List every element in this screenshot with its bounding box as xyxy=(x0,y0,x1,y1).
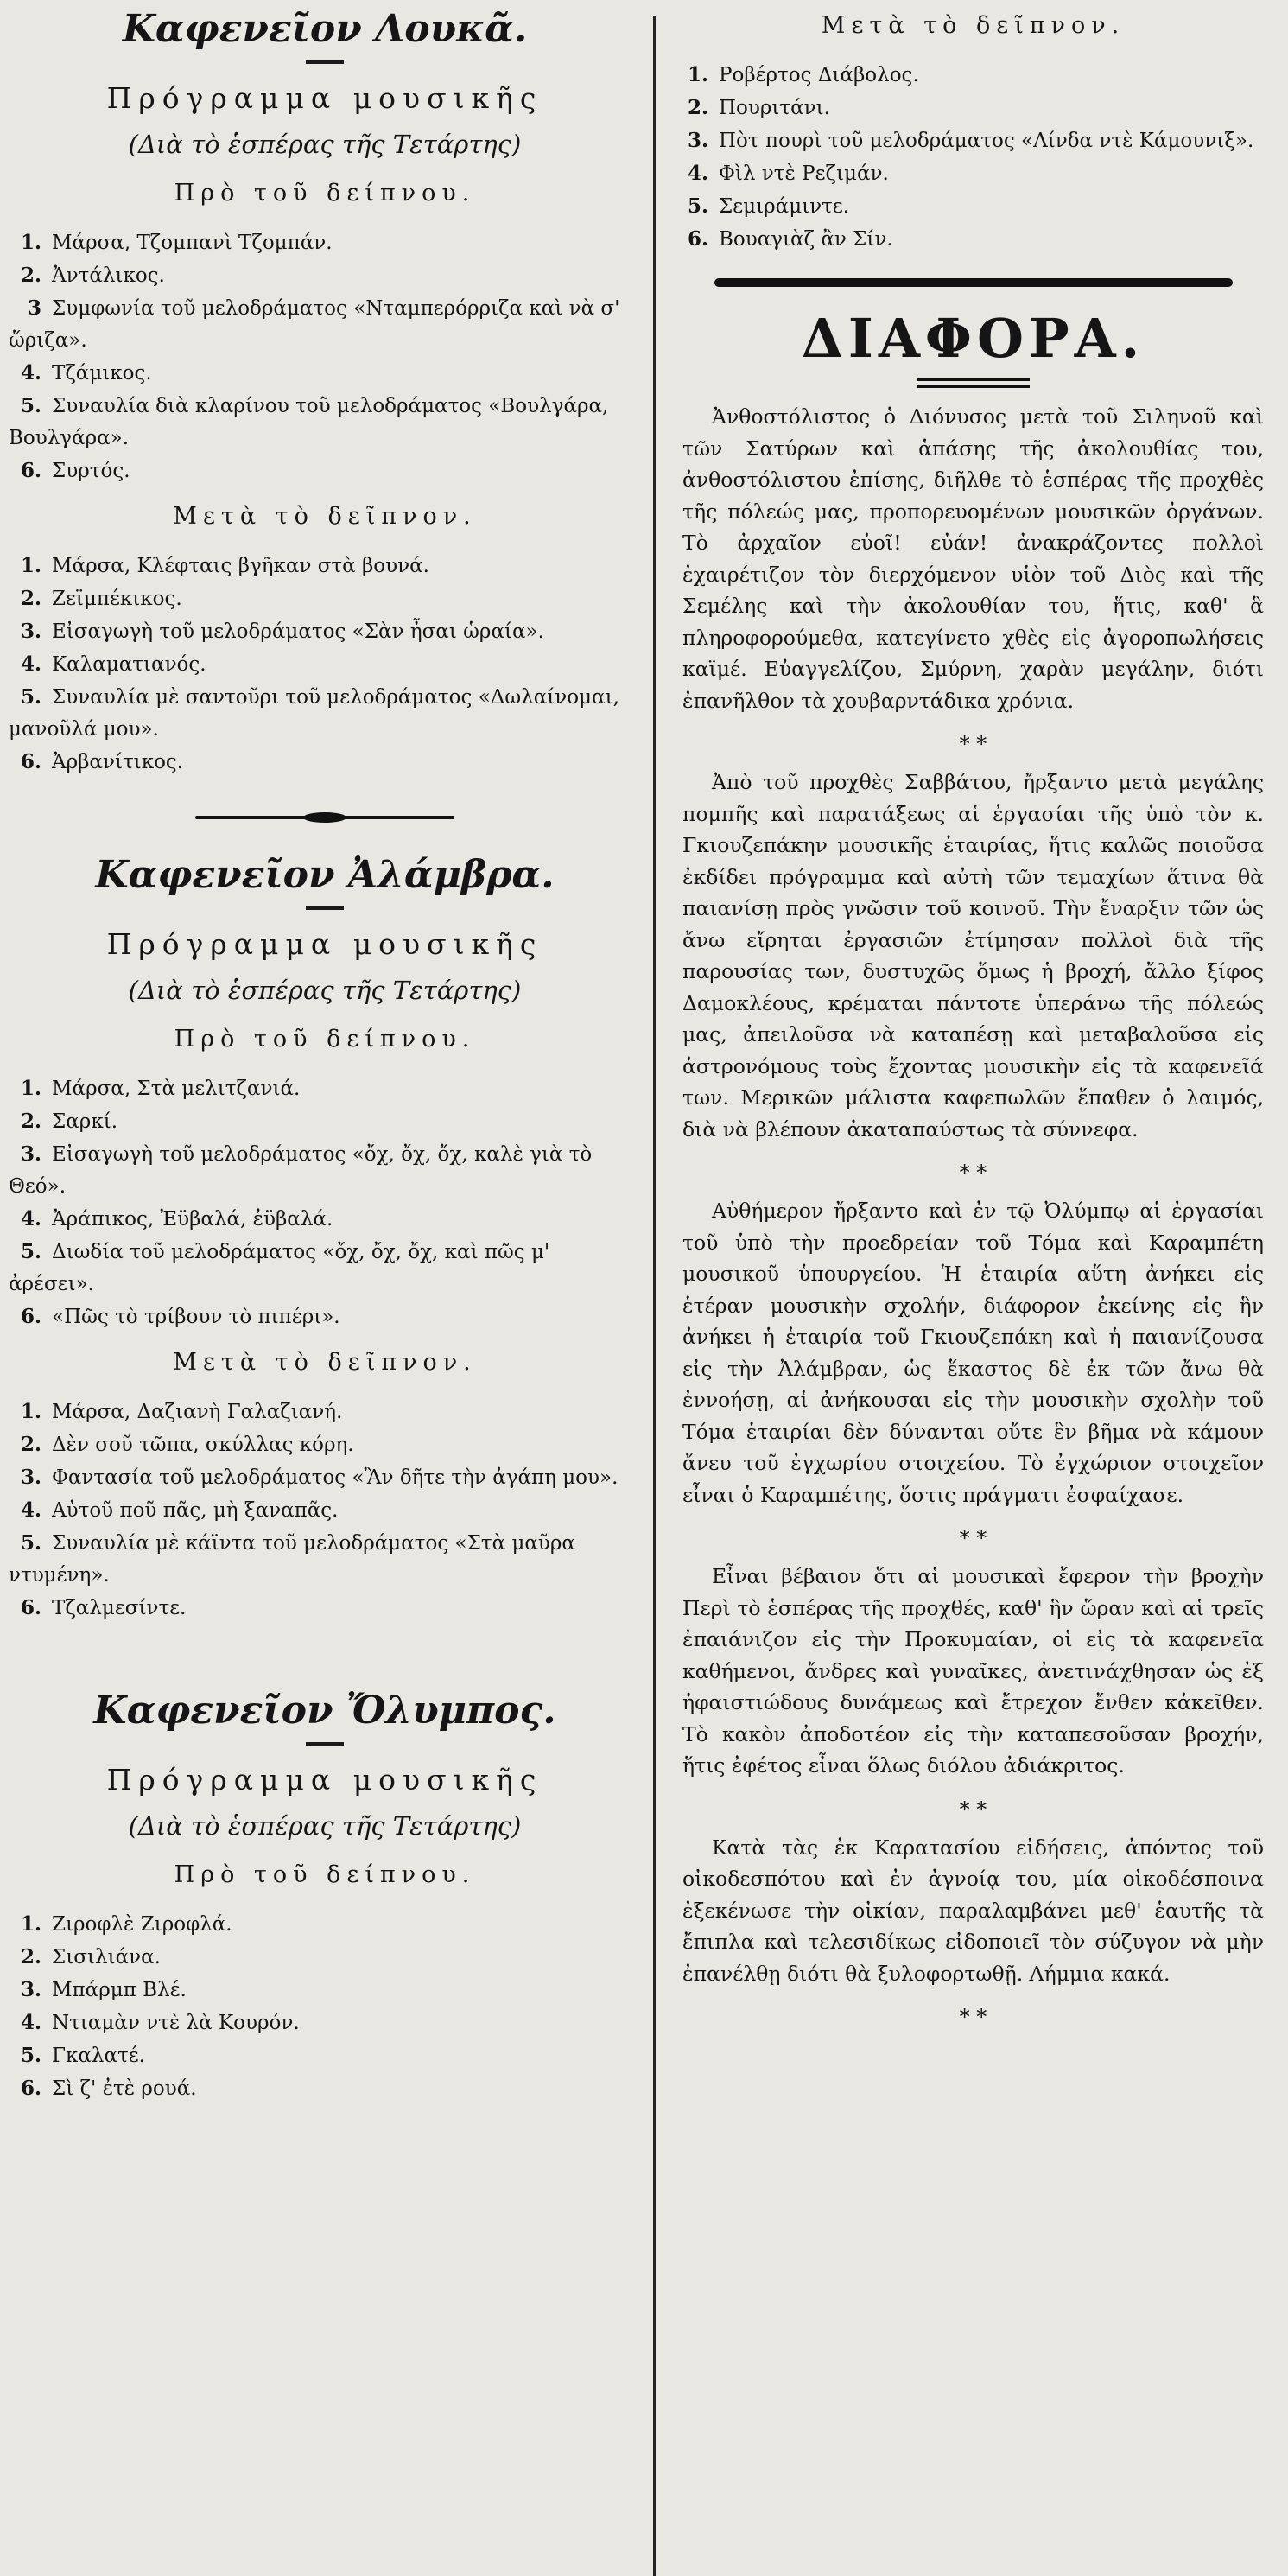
right-column xyxy=(658,0,1288,2039)
cafe-alambra-section xyxy=(0,849,650,1625)
before-dinner-list xyxy=(0,226,650,487)
column-divider xyxy=(653,16,656,2576)
after-dinner-label: Μετὰ τὸ δεῖπνον. xyxy=(173,1349,477,1376)
list-item: 2. Σισιλιάνα. xyxy=(20,1945,161,1969)
list-item: 3. Φαντασία τοῦ μελοδράματος «Ἂν δῆτε τὴν ἀγάπη μου». xyxy=(20,1466,619,1489)
cafe-title: Καφενεῖον Ἀλάμβρα. xyxy=(95,853,555,897)
program-subtitle: (Διὰ τὸ ἑσπέρας τῆς Τετάρτης) xyxy=(128,976,522,1005)
list-item: 5. Συναυλία διὰ κλαρίνου τοῦ μελοδράματος «Βουλγάρα, Βουλγάρα». xyxy=(9,394,609,449)
title-dash xyxy=(306,60,344,64)
list-item: 6. Βουαγιὰζ ἂν Σίν. xyxy=(687,227,893,251)
title-dash xyxy=(306,906,344,910)
list-item: 5. Σεμιράμιντε. xyxy=(687,194,850,218)
left-column xyxy=(0,0,650,2105)
list-item: 6. Συρτός. xyxy=(20,459,130,482)
list-item: 2. Σαρκί. xyxy=(20,1110,118,1133)
before-dinner-label: Πρὸ τοῦ δείπνου. xyxy=(174,1026,476,1053)
list-item: 1. Μάρσα, Στὰ μελιτζανιά. xyxy=(20,1077,301,1100)
diafora-heading: ΔΙΑΦΟΡΑ. xyxy=(801,307,1145,370)
after-dinner-list xyxy=(0,550,650,779)
list-item: 2. Πουριτάνι. xyxy=(687,96,830,119)
list-item: 4. Ἀράπικος, Ἐϋβαλά, ἐϋβαλά. xyxy=(20,1207,333,1231)
after-dinner-list xyxy=(658,59,1288,256)
list-item: 5. Συναυλία μὲ κάϊντα τοῦ μελοδράματος «Στὰ μαῦρα ντυμένη». xyxy=(9,1531,575,1587)
list-item: 6. Τζαλμεσίντε. xyxy=(20,1596,187,1619)
star-separator: * * xyxy=(959,1526,987,1550)
list-item: 5. Διωδία τοῦ μελοδράματος «ὄχ, ὄχ, ὄχ, καὶ πῶς μ' ἀρέσει». xyxy=(9,1240,550,1295)
news-paragraph: Κατὰ τὰς ἐκ Καρατασίου εἰδήσεις, ἀπόντος τοῦ οἰκοδεσπότου καὶ ἐν ἀγνοίᾳ του, μία οἰκοδέσποινα ἐξεκένωσε τὴν οἰκίαν, παραλαμβάνει μεθ' ἑαυτῆς τὰ ἔπιπλα καὶ τελεσιδίκως εἰδοποιεῖ τὸν σύζυγον νὰ μὴν ἐπανέλθῃ διότι θὰ ξυλοφορτωθῇ. Λήμμια κακά. xyxy=(682,1835,1264,1986)
cafe-louka-section xyxy=(0,0,650,779)
cafe-title: Καφενεῖον Λουκᾶ. xyxy=(122,7,528,51)
list-item: 2. Δὲν σοῦ τῶπα, σκύλλας κόρη. xyxy=(20,1433,354,1456)
list-item: 6. «Πῶς τὸ τρίβουν τὸ πιπέρι». xyxy=(20,1305,340,1328)
news-paragraph: Ἀπὸ τοῦ προχθὲς Σαββάτου, ἤρξαντο μετὰ μεγάλης πομπῆς καὶ παρατάξεως αἱ ἐργασίαι τῆς ὑπὸ τὸν κ. Γκιουζεπάκην μουσικῆς ἑταιρίας, ἥτις καλῶς ποιοῦσα ἐκδίδει πρόγραμμα καὶ αὐτὴ τῶν τεμαχίων ἅτινα θὰ παιανίσῃ πρὸς γνῶσιν τοῦ κοινοῦ. Τὴν ἔναρξιν τῶν ὡς ἄνω εἴρηται ἐργασιῶν ἐτίμησαν πολλοὶ διὰ τῆς παρουσίας των, δυστυχῶς ὅμως ἡ βροχή, ἄλλο ξίφος Δαμοκλέους, κρέμαται πάντοτε ὑπεράνω τῆς πόλεώς μας, ἀπειλοῦσα νὰ καταπέσῃ καὶ μεταβαλοῦσα εἰς ἀστρονόμους τοὺς ἔχοντας μουσικὴν εἰς τὰ καφενεῖά των. Μερικῶν μάλιστα καφεπωλῶν ἔπαθεν ὁ λαιμός, διὰ νὰ βλέπουν ἀκαταπαύστως τὰ σύννεφα. xyxy=(682,770,1264,1142)
list-item: 1. Μάρσα, Δαζιανὴ Γαλαζιανή. xyxy=(20,1400,343,1423)
list-item: 1. Μάρσα, Κλέφταις βγῆκαν στὰ βουνά. xyxy=(20,554,429,577)
cafe-title: Καφενεῖον Ὄλυμπος. xyxy=(93,1689,556,1733)
title-dash xyxy=(306,1742,344,1746)
after-dinner-label: Μετὰ τὸ δεῖπνον. xyxy=(173,503,477,530)
list-item: 4. Ντιαμὰν ντὲ λὰ Κουρόν. xyxy=(20,2011,300,2034)
news-paragraph: Αὐθήμερον ἤρξαντο καὶ ἐν τῷ Ὀλύμπῳ αἱ ἐργασίαι τοῦ ὑπὸ τὴν προεδρείαν τοῦ Τόμα καὶ Καραμπέτη μουσικοῦ ὑπουργείου. Ἡ ἑταιρία αὕτη ἀνήκει εἰς ἑτέραν μουσικὴν σχολήν, διάφορον ἐκείνης εἰς ἣν ἀνήκει ἡ ἑταιρία τοῦ Γκιουζεπάκη καὶ ἡ παιανίζουσα εἰς τὴν Ἀλάμβραν, ὡς ἕκαστος δὲ ἐκ τῶν ἄνω θὰ ἐννοήσῃ, αἱ ἀνήκουσαι εἰς τὴν μουσικὴν σχολὴν τοῦ Τόμα ἑταιρίαι δὲν δύνανται οὔτε ἓν βῆμα νὰ κάμουν ἄνευ τοῦ ἐγχωρίου στοιχείου. Τὸ ἐγχώριον στοιχεῖον εἶναι ὁ Καραμπέτης, ὅστις πράγματι ἐσφαίχασε. xyxy=(682,1199,1264,1507)
program-heading: Πρόγραμμα μουσικῆς xyxy=(106,1763,543,1797)
program-subtitle: (Διὰ τὸ ἑσπέρας τῆς Τετάρτης) xyxy=(128,1811,522,1841)
before-dinner-list xyxy=(0,1908,650,2105)
before-dinner-label: Πρὸ τοῦ δείπνου. xyxy=(174,180,476,207)
list-item: 5. Συναυλία μὲ σαντοῦρι τοῦ μελοδράματος «Δωλαίνομαι, μανοῦλά μου». xyxy=(9,685,619,741)
cafe-olympos-section xyxy=(0,1685,650,2105)
star-separator: * * xyxy=(959,732,987,756)
list-item: 3. Εἰσαγωγὴ τοῦ μελοδράματος «Σὰν ἦσαι ὡραία». xyxy=(20,620,544,643)
list-item: 3 Συμφωνία τοῦ μελοδράματος «Νταμπερόρριζα καὶ νὰ σ' ὥριζα». xyxy=(9,296,620,352)
star-separator: * * xyxy=(959,1797,987,1822)
list-item: 6. Ἀρβανίτικος. xyxy=(20,750,184,773)
double-dash-divider xyxy=(917,375,1030,392)
cafe-olympos-continued xyxy=(658,0,1288,256)
news-paragraph: Εἶναι βέβαιον ὅτι αἱ μουσικαὶ ἔφερον τὴν βροχὴν Περὶ τὸ ἑσπέρας τῆς προχθές, καθ' ἣν ὥραν καὶ αἱ τρεῖς ἐπαιάνιζον εἰς τὴν Προκυμαίαν, οἱ εἰς τὰ καφενεῖα καθήμενοι, ἄνδρες καὶ γυναῖκες, ἀνετινάχθησαν ὡς ἐξ ἠφαιστιώδους δυνάμεως καὶ ἔτρεχον ἔνθεν κἀκεῖθεν. Τὸ κακὸν ἀποδοτέον εἰς τὴν καταπεσοῦσαν βροχήν, ἥτις ἐφέτος εἶναι ὅλως διόλου ἀδιάκριτος. xyxy=(682,1564,1264,1778)
before-dinner-list xyxy=(0,1072,650,1333)
list-item: 2. Ζεϊμπέκικος. xyxy=(20,587,182,610)
list-item: 1. Ζιροφλὲ Ζιροφλά. xyxy=(20,1912,232,1936)
list-item: 3. Μπάρμπ Βλέ. xyxy=(20,1978,187,2001)
list-item: 3. Πὸτ πουρὶ τοῦ μελοδράματος «Λίνδα ντὲ Κάμουνιξ». xyxy=(687,129,1254,152)
list-item: 6. Σὶ ζ' ἐτὲ ρουά. xyxy=(20,2077,197,2100)
after-dinner-label: Μετὰ τὸ δεῖπνον. xyxy=(821,12,1126,39)
list-item: 1. Μάρσα, Τζομπανὶ Τζομπάν. xyxy=(20,231,333,254)
list-item: 3. Εἰσαγωγὴ τοῦ μελοδράματος «ὄχ, ὄχ, ὄχ, καλὲ γιὰ τὸ Θεό». xyxy=(9,1142,593,1198)
news-paragraph: Ἀνθοστόλιστος ὁ Διόνυσος μετὰ τοῦ Σιληνοῦ καὶ τῶν Σατύρων καὶ ἁπάσης τῆς ἀκολουθίας του, ἀνθοστόλιστου ἐπίσης, διῆλθε τὸ ἑσπέρας τῆς προχθὲς τῆς πόλεώς μας, προπορευομένων μουσικῶν ὀργάνων. Τὸ ἀρχαῖον εὐοῖ! εὐάν! ἀνακράζοντες πολλοὶ ἐχαιρέτιζον τὸν διερχόμενον υἱὸν τοῦ Διὸς καὶ τῆς Σεμέλης καὶ τὴν ἀκολουθίαν του, ἥτις, καθ' ἃ πληροφορούμεθα, κατεγίνετο χθὲς εἰς ἀγοροπωλήσεις καϊμέ. Εὐαγγελίζου, Σμύρνη, χαρὰν μεγάλην, διότι ἐπανῆλθον τὰ χουβαρντάδικα χρόνια. xyxy=(682,404,1264,713)
list-item: 4. Φὶλ ντὲ Ρεζιμάν. xyxy=(687,162,889,185)
list-item: 1. Ροβέρτος Διάβολος. xyxy=(687,63,919,86)
program-heading: Πρόγραμμα μουσικῆς xyxy=(106,81,543,115)
star-separator: * * xyxy=(959,2005,987,2029)
list-item: 2. Ἀντάλικος. xyxy=(20,264,165,287)
list-item: 5. Γκαλατέ. xyxy=(20,2044,145,2067)
news-items xyxy=(658,401,1288,2032)
list-item: 4. Τζάμικος. xyxy=(20,361,152,385)
list-item: 4. Αὐτοῦ ποῦ πᾶς, μὴ ξαναπᾶς. xyxy=(20,1498,339,1522)
before-dinner-label: Πρὸ τοῦ δείπνου. xyxy=(174,1861,476,1888)
ornamental-divider xyxy=(195,811,454,824)
star-separator: * * xyxy=(959,1161,987,1185)
program-heading: Πρόγραμμα μουσικῆς xyxy=(106,927,543,961)
program-subtitle: (Διὰ τὸ ἑσπέρας τῆς Τετάρτης) xyxy=(128,130,522,159)
section-rule xyxy=(714,278,1233,287)
list-item: 4. Καλαματιανός. xyxy=(20,652,206,676)
after-dinner-list xyxy=(0,1396,650,1625)
